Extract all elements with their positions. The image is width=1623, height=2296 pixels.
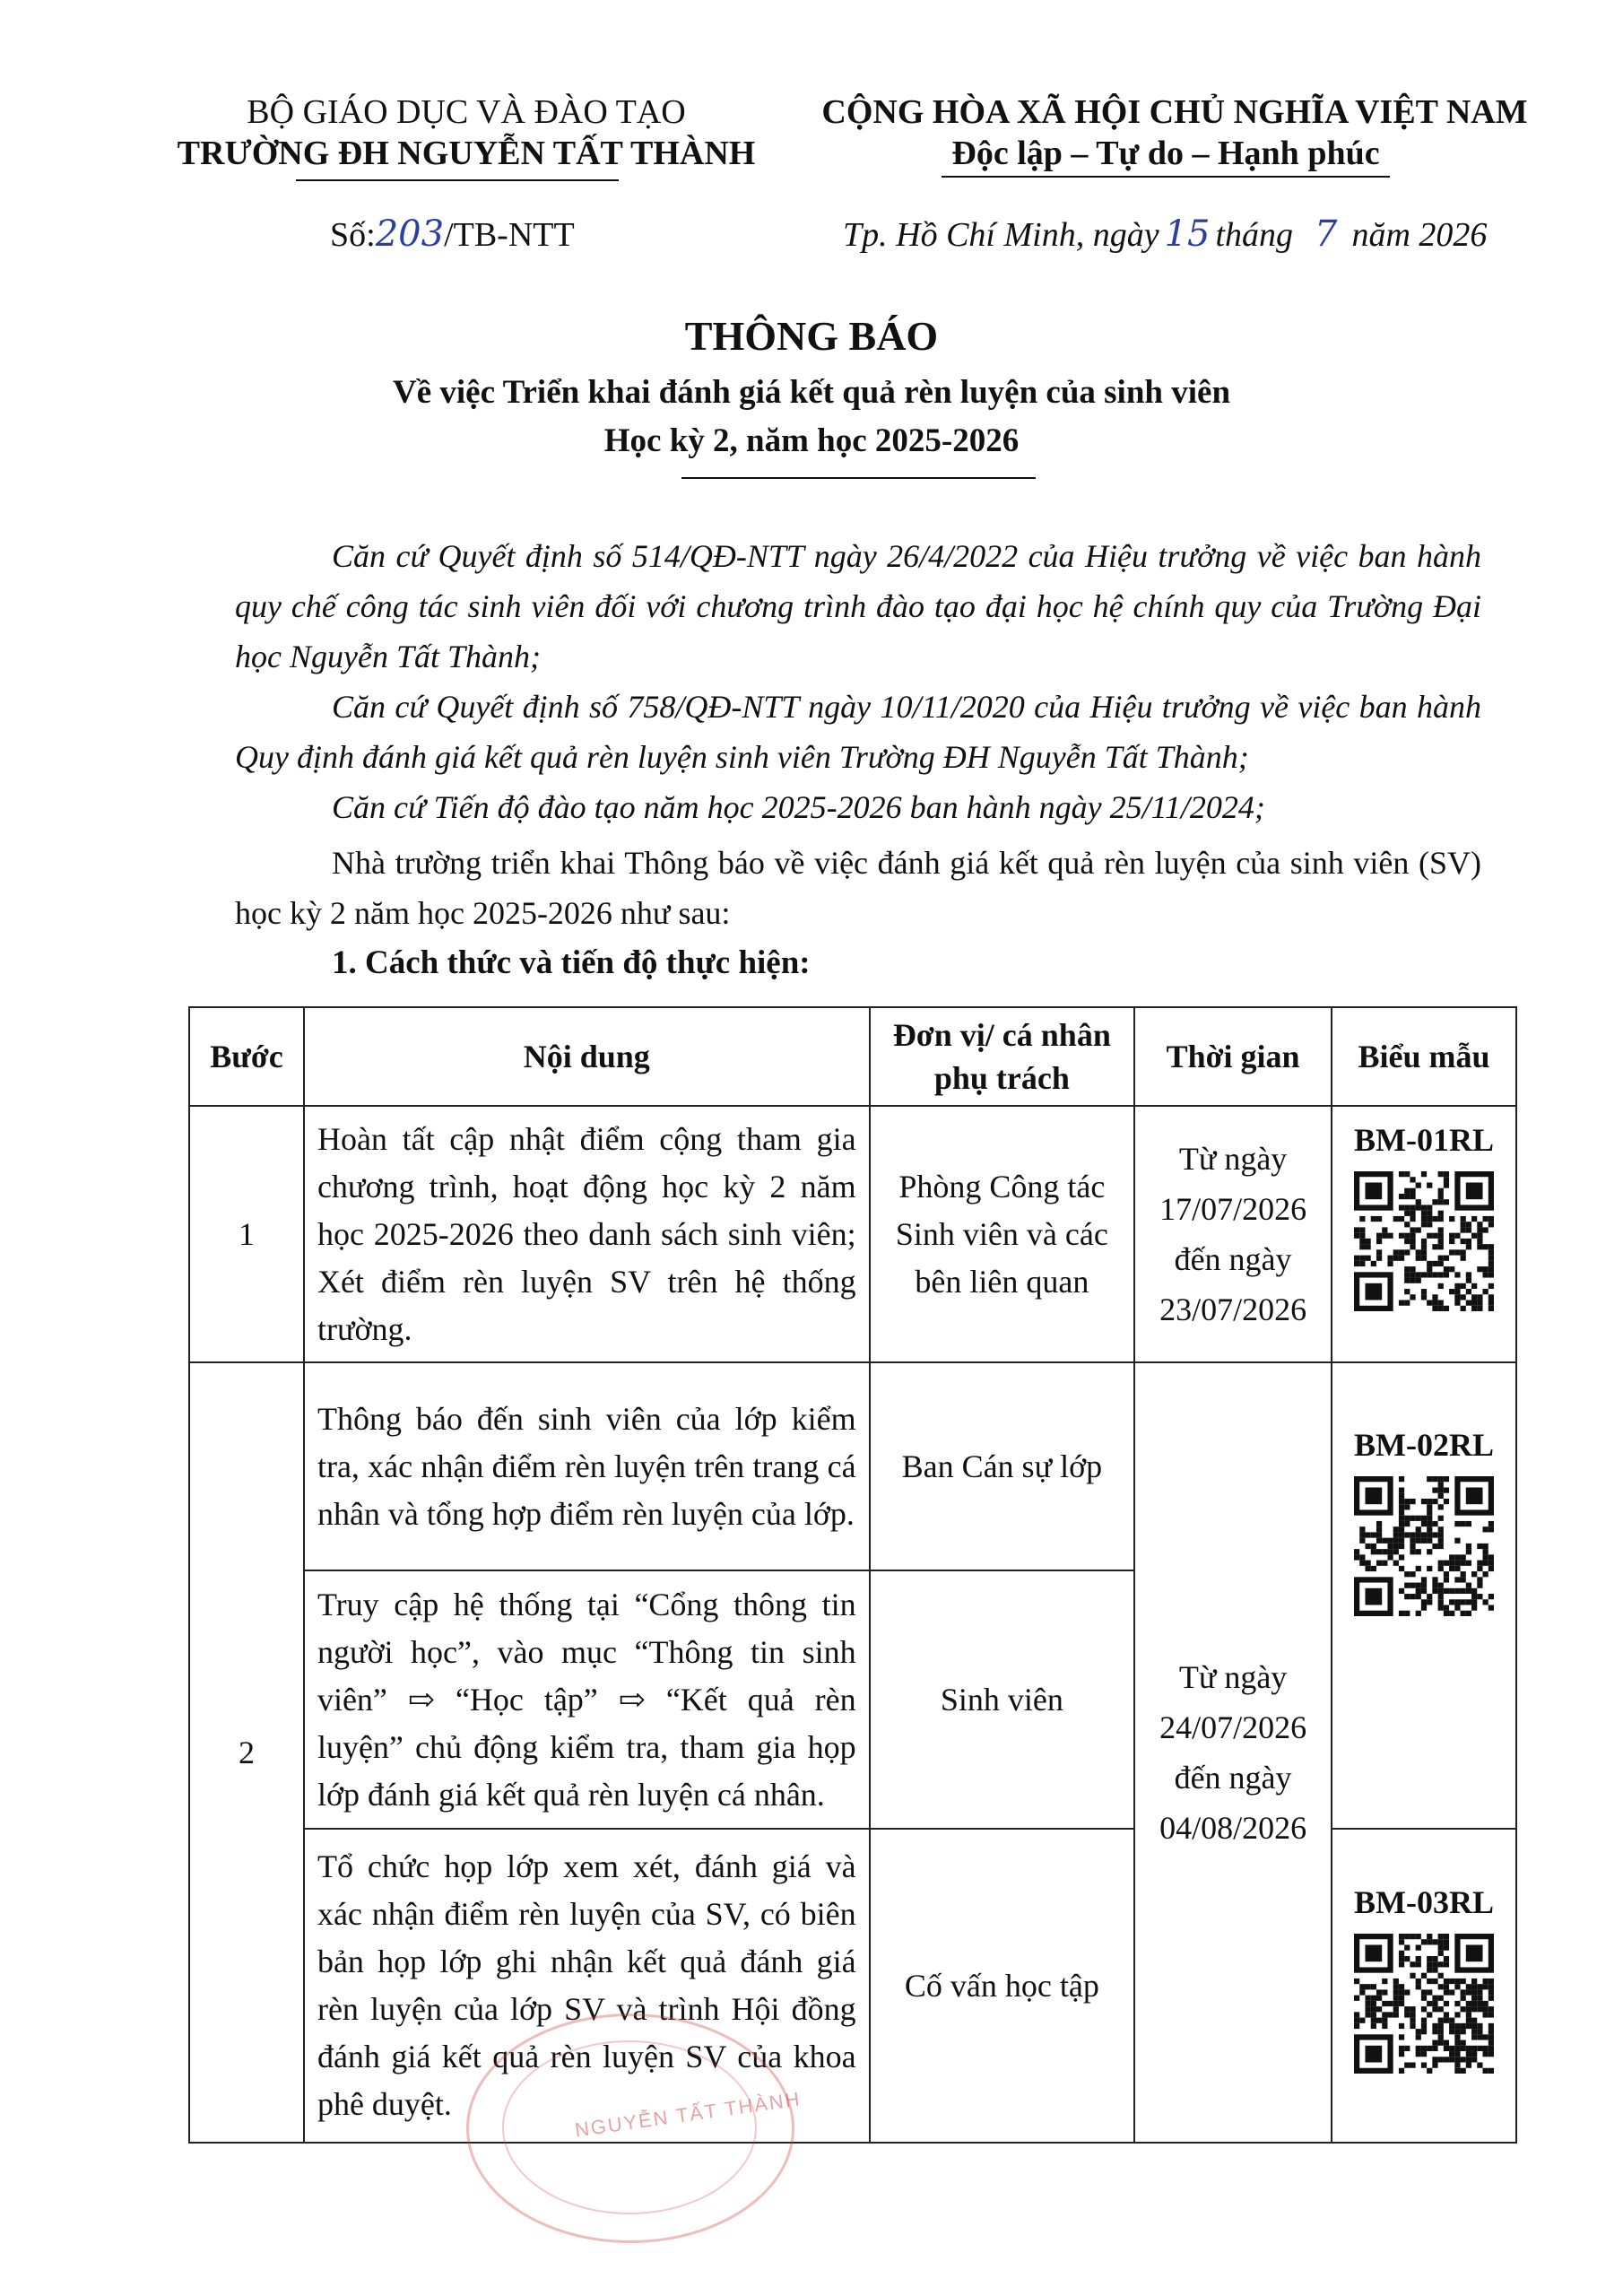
handwritten-month: 7 — [1315, 213, 1338, 255]
section-1-title: 1. Cách thức và tiến độ thực hiện: — [332, 944, 811, 981]
header-content: Nội dung — [304, 1007, 870, 1106]
form-code: BM-02RL — [1354, 1427, 1495, 1463]
unit-cell: Phòng Công tác Sinh viên và các bên liên quan — [870, 1106, 1135, 1362]
form-code: BM-01RL — [1354, 1122, 1495, 1158]
date-city: Tp. Hồ Chí Minh, ngày — [843, 216, 1159, 254]
title-underline — [681, 477, 1036, 479]
table-row — [189, 1106, 1516, 1362]
intro-paragraph: Nhà trường triển khai Thông báo về việc đánh giá kết quả rèn luyện của sinh viên (SV) học kỳ 2 năm học 2025-2026 như sau: — [235, 845, 1481, 931]
header-step: Bước — [189, 1007, 304, 1106]
national-motto: Độc lập – Tự do – Hạnh phúc — [951, 135, 1380, 172]
content-cell: Thông báo đến sinh viên của lớp kiểm tra, xác nhận điểm rèn luyện trên trang cá nhân và tổng hợp điểm rèn luyện của lớp. — [304, 1362, 870, 1570]
qr-code-icon[interactable] — [1354, 1934, 1494, 2074]
motto-underline — [942, 176, 1390, 178]
step-cell: 2 — [189, 1362, 304, 2143]
content-cell: Tổ chức họp lớp xem xét, đánh giá và xác nhận điểm rèn luyện của SV, có biên bản họp lớp ghi nhận kết quả đánh giá rèn luyện của lớp SV và trình Hội đồng đánh giá kết quả rèn luyện SV của khoa phê duyệt. — [304, 1829, 870, 2143]
form-cell — [1332, 1362, 1516, 1829]
unit-cell: Cố vấn học tập — [870, 1829, 1135, 2143]
progress-table — [188, 1006, 1517, 2144]
school-name: TRƯỜNG ĐH NGUYỄN TẤT THÀNH — [177, 135, 756, 172]
document-number — [330, 213, 575, 255]
step-cell: 1 — [189, 1106, 304, 1362]
notice-subtitle-1: Về việc Triển khai đánh giá kết quả rèn luyện của sinh viên — [392, 374, 1231, 411]
notice-title: THÔNG BÁO — [684, 313, 939, 359]
date-month-label: tháng — [1215, 216, 1294, 254]
number-suffix: /TB-NTT — [444, 216, 575, 254]
content-cell: Truy cập hệ thống tại “Cổng thông tin người học”, vào mục “Thông tin sinh viên” ⇨ “Học tập” ⇨ “Kết quả rèn luyện” chủ động kiểm tra, tham gia họp lớp đánh giá kết quả rèn luyện cá nhân. — [304, 1570, 870, 1829]
ministry-name: BỘ GIÁO DỤC VÀ ĐÀO TẠO — [247, 93, 686, 131]
header-unit: Đơn vị/ cá nhân phụ trách — [870, 1007, 1135, 1106]
content-cell: Hoàn tất cập nhật điểm cộng tham gia chương trình, hoạt động học kỳ 2 năm học 2025-2026 theo danh sách sinh viên; Xét điểm rèn luyện SV trên hệ thống trường. — [304, 1106, 870, 1362]
form-code: BM-03RL — [1354, 1884, 1495, 1920]
seal-text: NGUYỄN TẤT THÀNH — [573, 2087, 803, 2142]
header-form: Biểu mẫu — [1332, 1007, 1516, 1106]
notice-subtitle-2: Học kỳ 2, năm học 2025-2026 — [603, 422, 1020, 459]
handwritten-number: 203 — [375, 213, 445, 255]
unit-cell: Ban Cán sự lớp — [870, 1362, 1135, 1570]
handwritten-day: 15 — [1164, 213, 1211, 255]
table-row — [189, 1362, 1516, 1570]
document-date — [843, 213, 1487, 255]
basis-paragraph-1: Căn cứ Quyết định số 514/QĐ-NTT ngày 26/4/2022 của Hiệu trưởng về việc ban hành quy chế công tác sinh viên đối với chương trình đào tạo đại học hệ chính quy của Trường Đại học Nguyễn Tất Thành; — [235, 538, 1481, 674]
republic-name: CỘNG HÒA XÃ HỘI CHỦ NGHĨA VIỆT NAM — [821, 93, 1528, 131]
number-prefix: Số: — [330, 216, 376, 254]
qr-code-icon[interactable] — [1354, 1476, 1494, 1616]
table-header-row — [189, 1007, 1516, 1106]
basis-paragraph-2: Căn cứ Quyết định số 758/QĐ-NTT ngày 10/11/2020 của Hiệu trưởng về việc ban hành Quy định đánh giá kết quả rèn luyện sinh viên Trường ĐH Nguyễn Tất Thành; — [235, 689, 1481, 775]
form-cell — [1332, 1106, 1516, 1362]
date-year: năm 2026 — [1351, 216, 1488, 254]
unit-cell: Sinh viên — [870, 1570, 1135, 1829]
time-cell: Từ ngày 24/07/2026 đến ngày 04/08/2026 — [1134, 1362, 1332, 2143]
school-underline — [296, 179, 619, 181]
qr-code-icon[interactable] — [1354, 1171, 1494, 1311]
form-cell — [1332, 1829, 1516, 2143]
time-cell: Từ ngày 17/07/2026 đến ngày 23/07/2026 — [1134, 1106, 1332, 1362]
header-time: Thời gian — [1134, 1007, 1332, 1106]
basis-paragraph-3: Căn cứ Tiến độ đào tạo năm học 2025-2026 ban hành ngày 25/11/2024; — [332, 789, 1265, 825]
